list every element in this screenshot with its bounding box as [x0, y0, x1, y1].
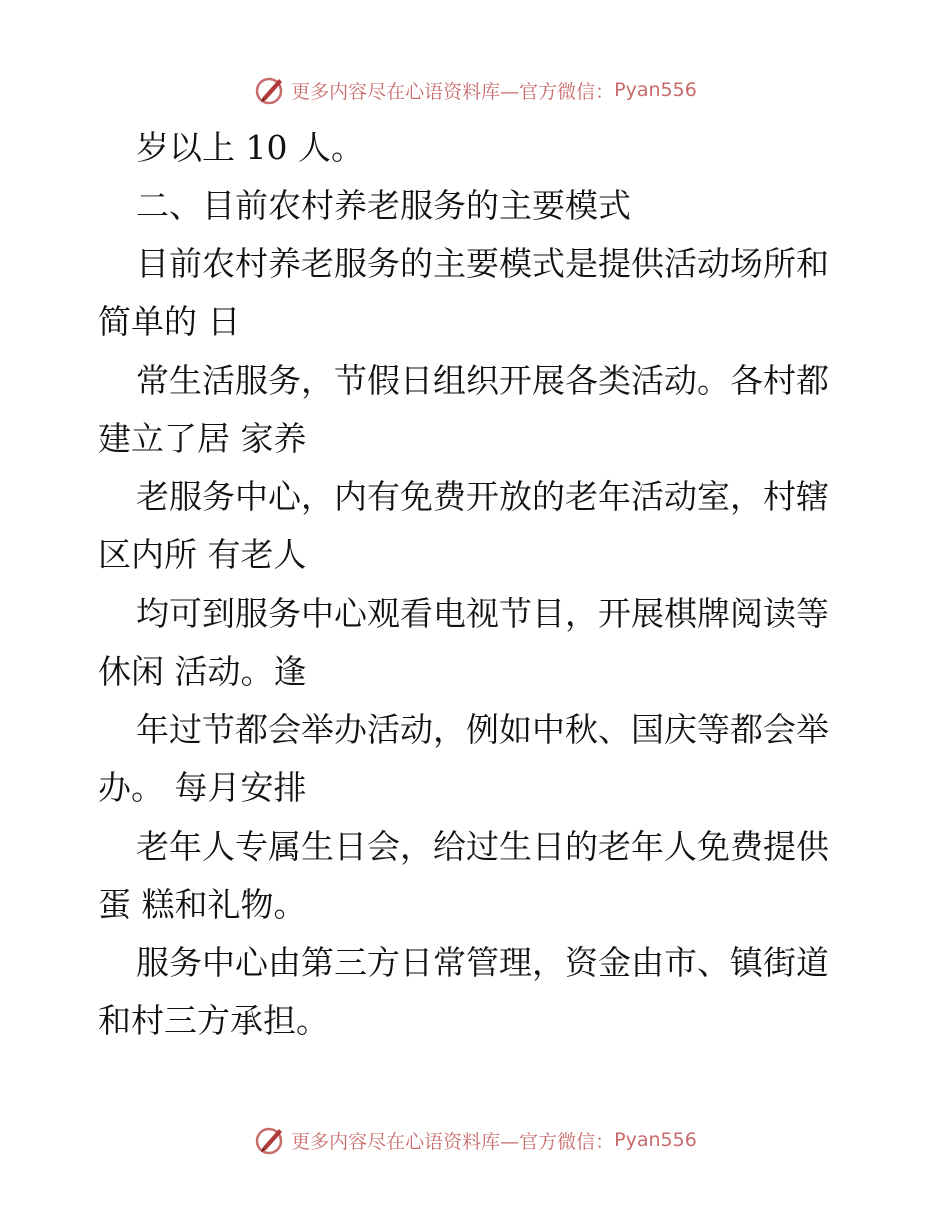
text-line: 建立了居 家养	[98, 419, 307, 458]
header-banner	[0, 70, 950, 110]
footer-banner	[0, 1120, 950, 1160]
text-line: 休闲 活动。逢	[98, 652, 307, 691]
text-line: 区内所 有老人	[98, 535, 307, 574]
section-heading: 二、目前农村养老服务的主要模式	[136, 186, 631, 225]
text-line: 均可到服务中心观看电视节目，开展棋牌阅读等	[136, 594, 829, 633]
text-line: 常生活服务，节假日组织开展各类活动。各村都	[136, 361, 829, 400]
header-text: 更多内容尽在心语资料库—官方微信：	[291, 80, 615, 103]
pen-logo-icon	[253, 1123, 287, 1157]
text-line: 办。 每月安排	[98, 768, 307, 807]
text-line: 年过节都会举办活动，例如中秋、国庆等都会举	[136, 710, 829, 749]
text-line: 老服务中心，内有免费开放的老年活动室，村辖	[136, 477, 829, 516]
text-line: 服务中心由第三方日常管理，资金由市、镇街道	[136, 943, 829, 982]
footer-text: 更多内容尽在心语资料库—官方微信：	[291, 1130, 615, 1153]
text-line: 老年人专属生日会，给过生日的老年人免费提供	[136, 827, 829, 866]
text-line: 和村三方承担。	[98, 1001, 329, 1040]
text-line: 岁以上 10 人。	[136, 128, 364, 167]
header-wechat: Pyan556	[614, 79, 697, 101]
text-line: 简单的 日	[98, 302, 241, 341]
text-line: 目前农村养老服务的主要模式是提供活动场所和	[136, 244, 829, 283]
text-line: 蛋 糕和礼物。	[98, 885, 307, 924]
footer-wechat: Pyan556	[614, 1129, 697, 1151]
pen-logo-icon	[253, 73, 287, 107]
